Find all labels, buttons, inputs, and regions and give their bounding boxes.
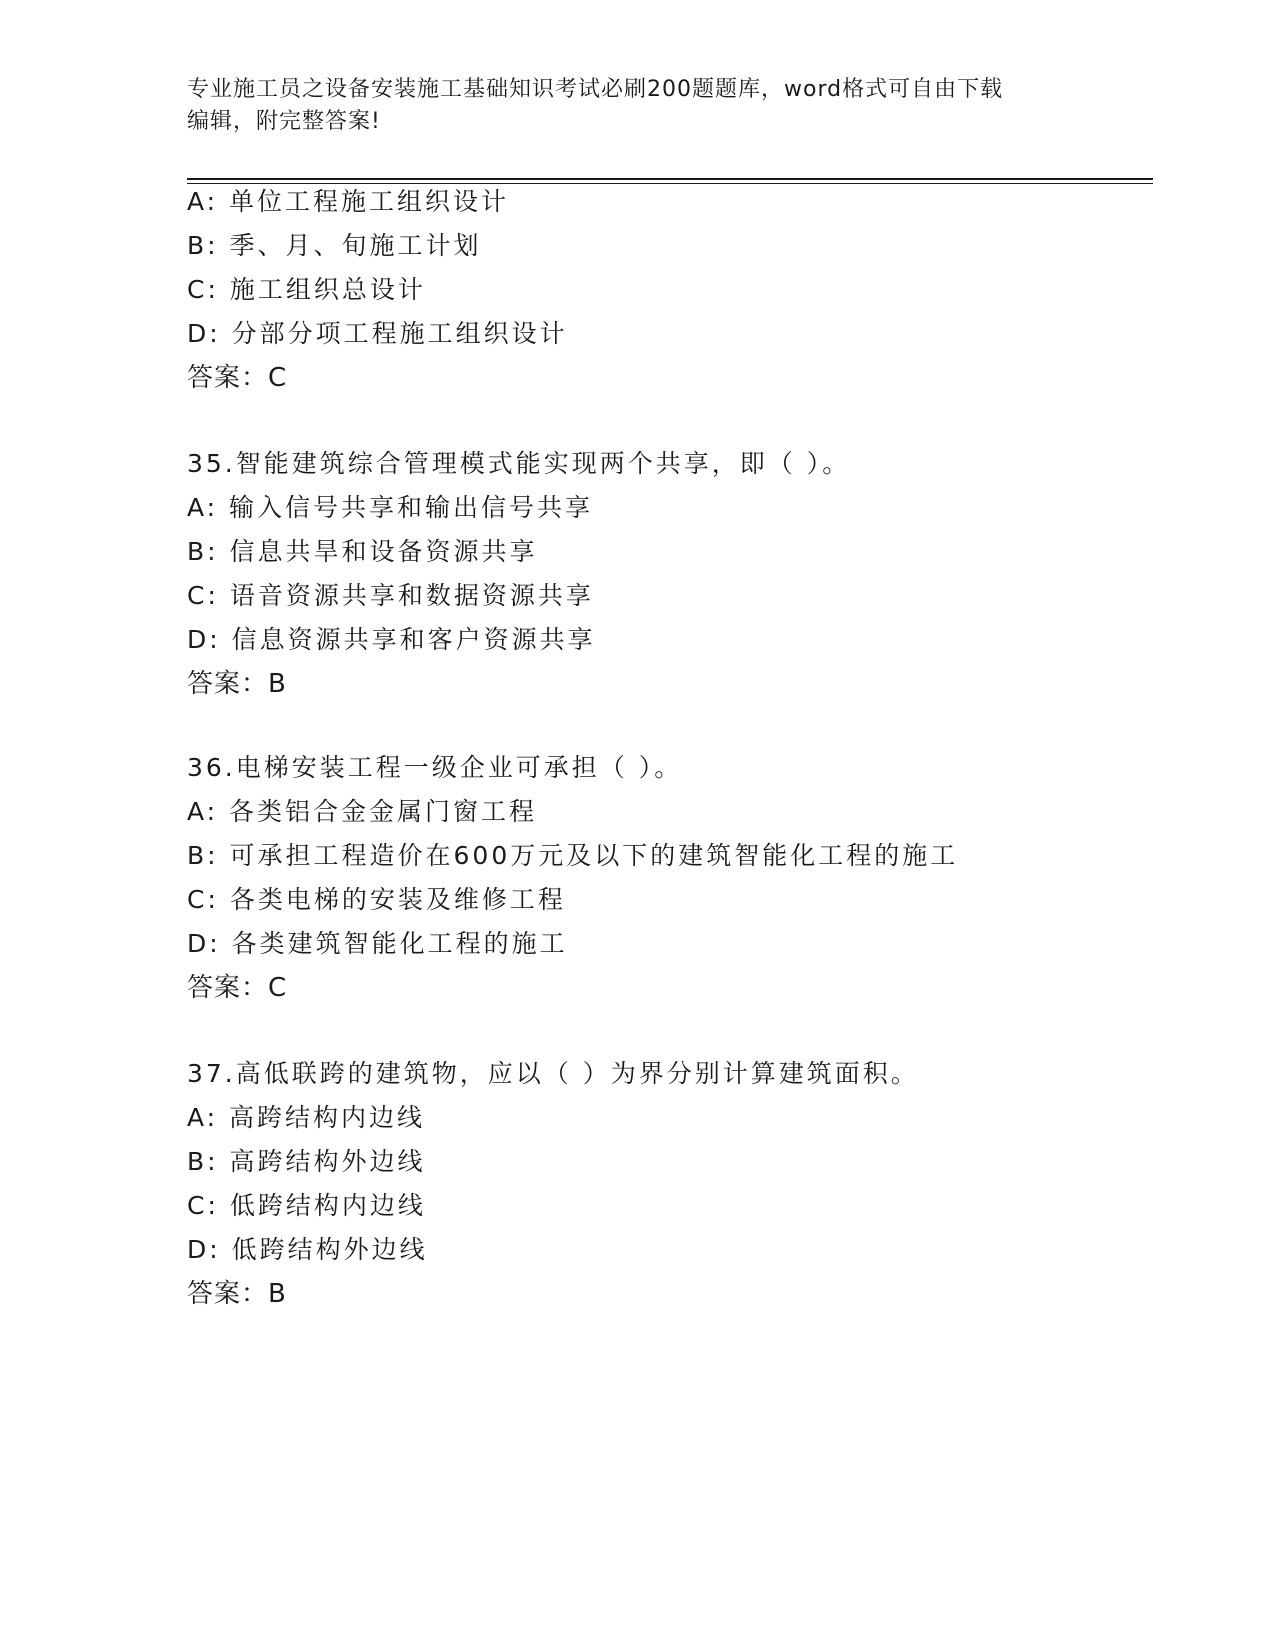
q37-answer: 答案：B [187, 1279, 287, 1309]
header-divider-thin [187, 183, 1153, 184]
q35-option-b: B: 信息共旱和设备资源共享 [187, 537, 538, 566]
q35-question: 35.智能建筑综合管理模式能实现两个共享，即（ ）。 [187, 449, 851, 478]
q34-answer: 答案：C [187, 363, 288, 393]
q37-option-b: B: 高跨结构外边线 [187, 1147, 426, 1176]
q36-answer: 答案：C [187, 973, 288, 1003]
q36-option-c: C: 各类电梯的安装及维修工程 [187, 885, 566, 914]
q36-option-a: A: 各类铝合金金属门窗工程 [187, 797, 538, 826]
q35-option-d: D: 信息资源共享和客户资源共享 [187, 625, 596, 654]
header-divider-thick [187, 178, 1153, 180]
q35-option-c: C: 语音资源共享和数据资源共享 [187, 581, 594, 610]
header-title-line1: 专业施工员之设备安装施工基础知识考试必刷200题题库，word格式可自由下载 [187, 77, 1004, 102]
q37-question: 37.高低联跨的建筑物，应以（ ）为界分别计算建筑面积。 [187, 1059, 919, 1088]
q36-option-d: D: 各类建筑智能化工程的施工 [187, 929, 568, 958]
q34-option-d: D: 分部分项工程施工组织设计 [187, 319, 568, 348]
q34-option-b: B: 季、月、旬施工计划 [187, 231, 482, 260]
q35-answer: 答案：B [187, 669, 287, 699]
document-header [187, 74, 1087, 138]
q34-option-a: A: 单位工程施工组织设计 [187, 187, 510, 216]
q34-option-c: C: 施工组织总设计 [187, 275, 426, 304]
q37-option-a: A: 高跨结构内边线 [187, 1103, 426, 1132]
q37-option-d: D: 低跨结构外边线 [187, 1235, 428, 1264]
q37-option-c: C: 低跨结构内边线 [187, 1191, 426, 1220]
q36-question: 36.电梯安装工程一级企业可承担（ ）。 [187, 753, 683, 782]
q36-option-b: B: 可承担工程造价在600万元及以下的建筑智能化工程的施工 [187, 841, 959, 870]
header-title-line2: 编辑，附完整答案! [187, 109, 381, 134]
q35-option-a: A: 输入信号共享和输出信号共享 [187, 493, 594, 522]
